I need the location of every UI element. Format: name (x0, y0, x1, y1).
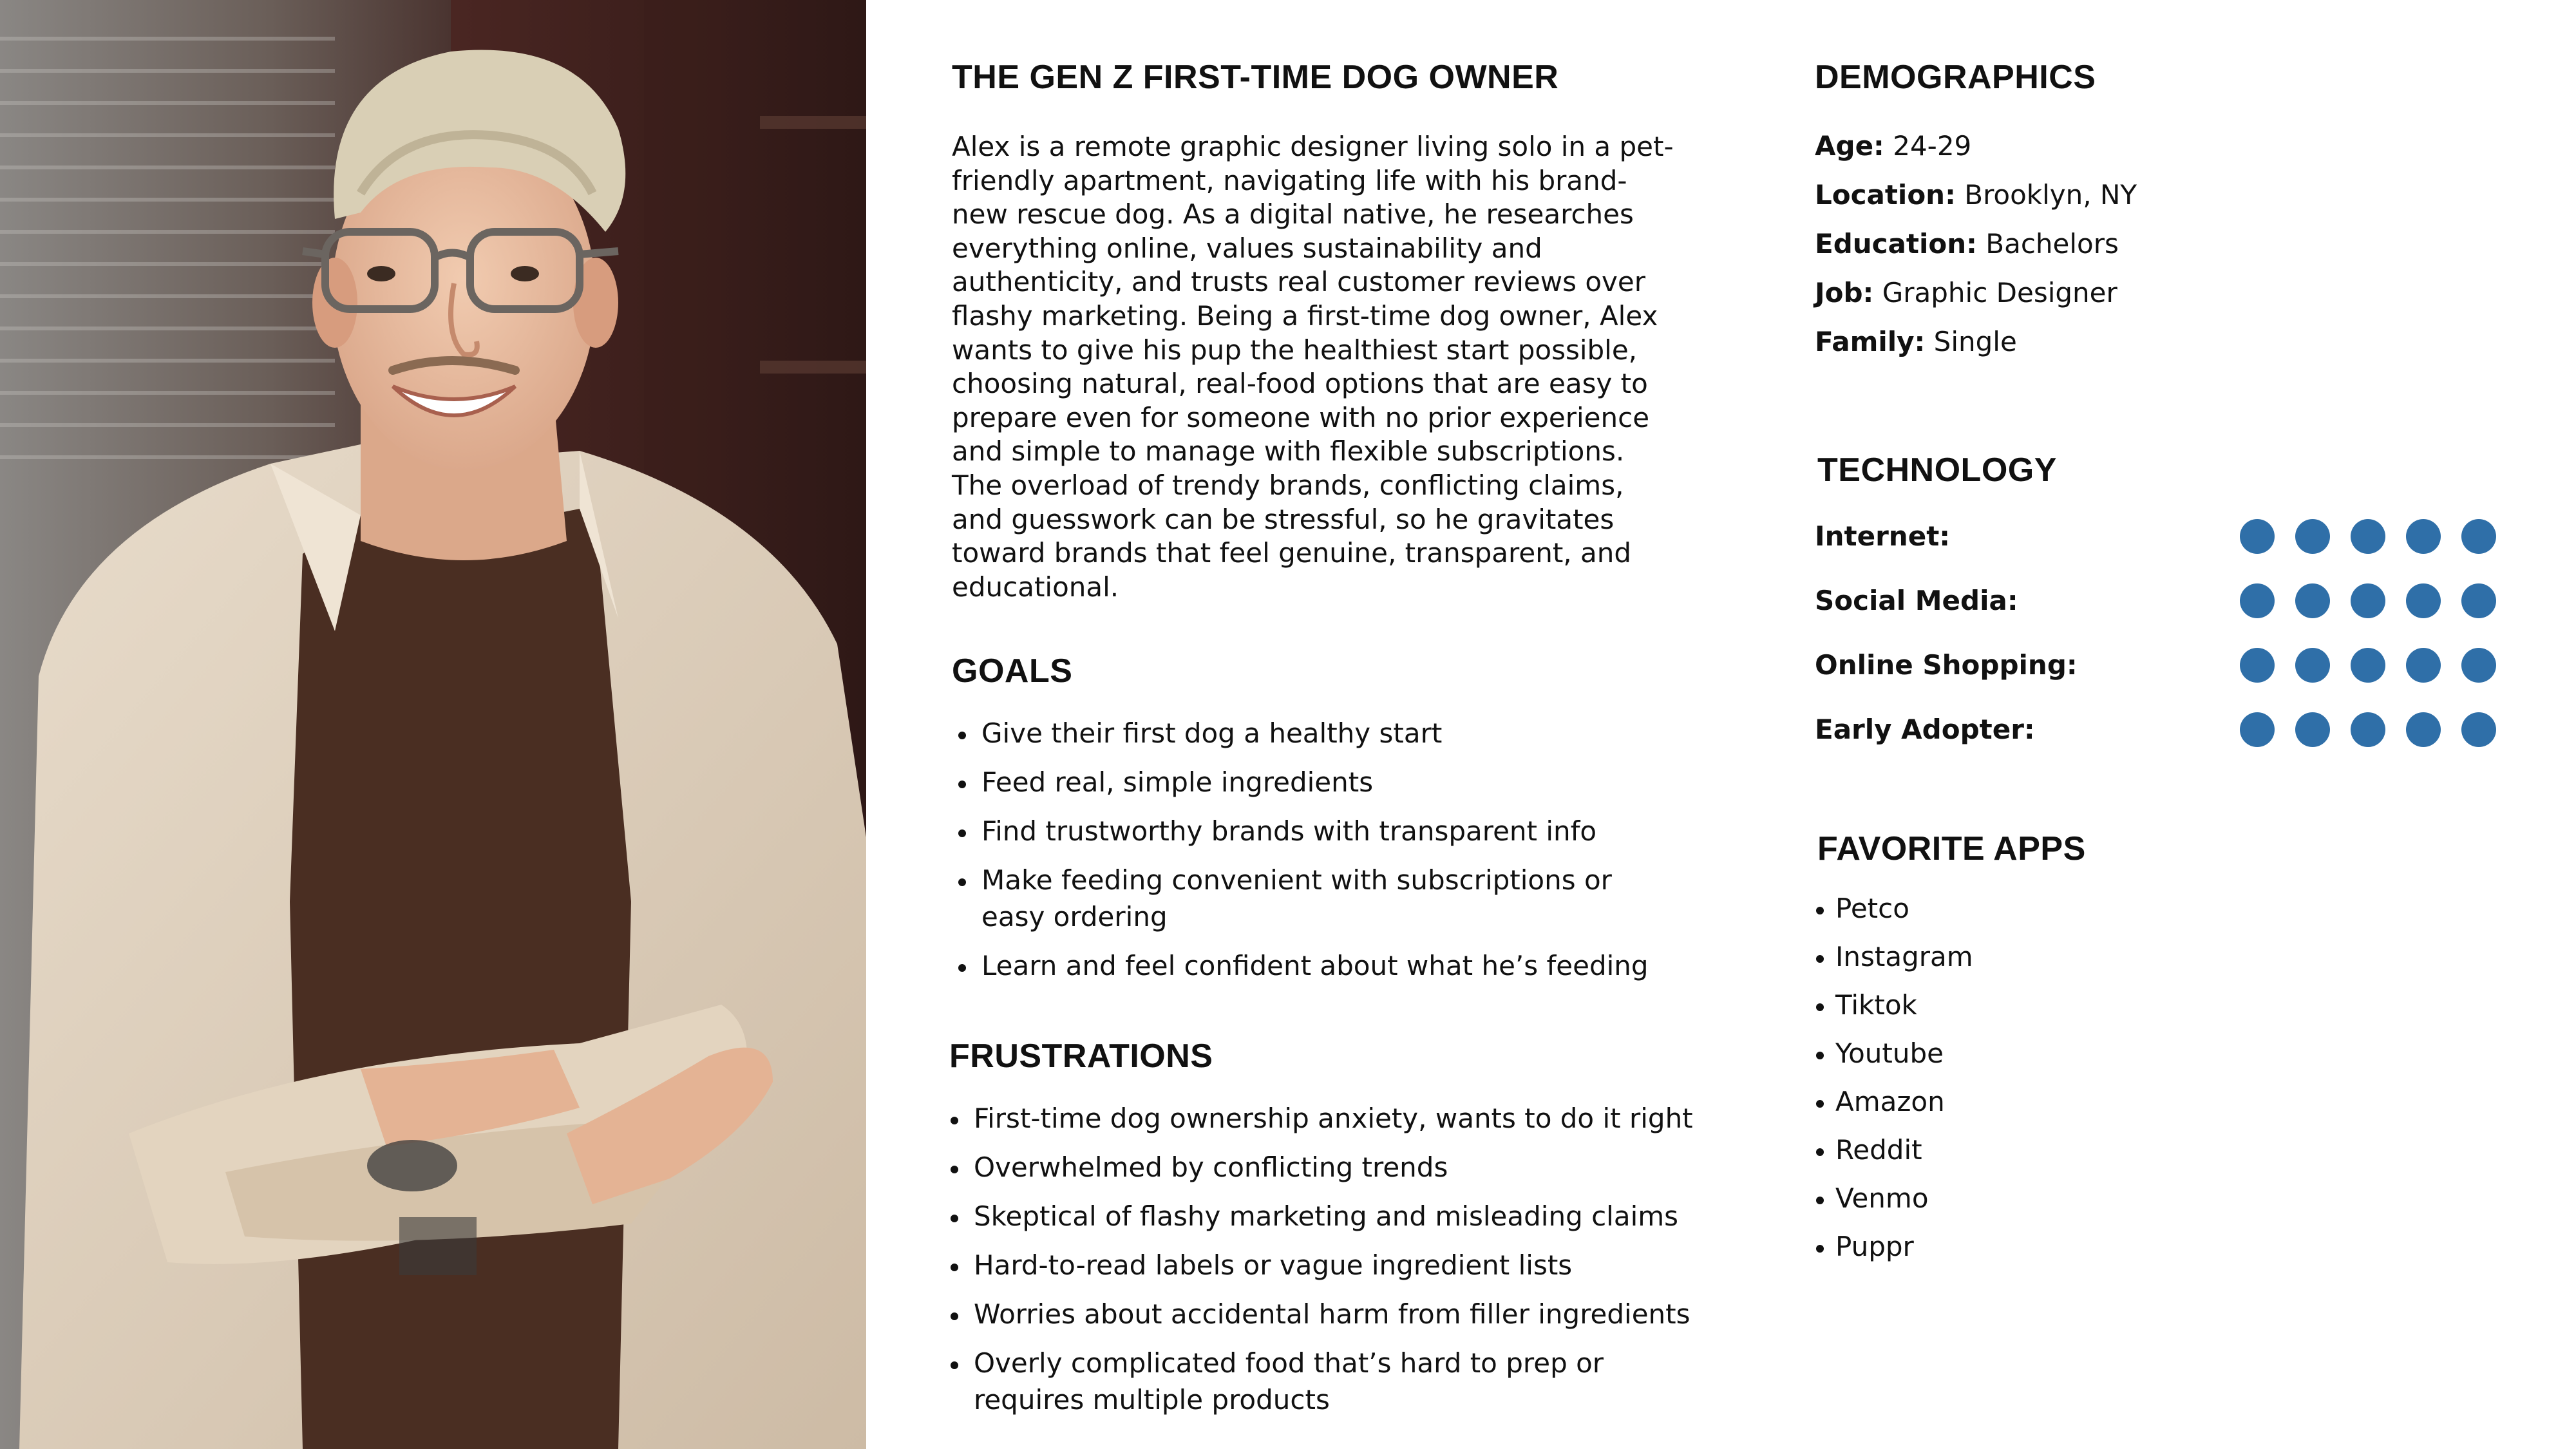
goal-item: Learn and feel confident about what he’s feeding (952, 947, 1712, 984)
app-item: Tiktok (1812, 987, 2263, 1023)
tech-label-internet: Internet: (1815, 520, 1951, 552)
favorite-apps-list (1812, 890, 2263, 1276)
frustration-item: Overly complicated food that’s hard to prep or requires multiple products (944, 1345, 1640, 1418)
rating-dot (2240, 712, 2275, 747)
technology-heading: TECHNOLOGY (1817, 451, 2057, 489)
rating-dot (2295, 583, 2330, 618)
demographic-education: Education: Bachelors (1815, 228, 2119, 260)
demographic-age: Age: 24-29 (1815, 130, 1972, 162)
rating-dot (2295, 712, 2330, 747)
tech-label-social-media: Social Media: (1815, 585, 2018, 616)
goal-item: Feed real, simple ingredients (952, 764, 1712, 800)
persona-photo (0, 0, 866, 1449)
app-item: Petco (1812, 890, 2263, 927)
rating-dot (2351, 648, 2385, 683)
frustration-item: Worries about accidental harm from filler ingredients (944, 1296, 1736, 1332)
rating-dot (2461, 519, 2496, 554)
demographic-family: Family: Single (1815, 326, 2017, 357)
tech-label-early-adopter: Early Adopter: (1815, 714, 2035, 745)
app-item: Venmo (1812, 1180, 2263, 1217)
rating-dot (2406, 583, 2441, 618)
persona-title: THE GEN Z FIRST-TIME DOG OWNER (952, 59, 1559, 96)
goal-item: Find trustworthy brands with transparent info (952, 813, 1712, 849)
app-item: Reddit (1812, 1132, 2263, 1168)
rating-dot (2295, 519, 2330, 554)
portrait-illustration (0, 0, 866, 1449)
demographics-heading: DEMOGRAPHICS (1815, 59, 2096, 96)
frustration-item: Hard-to-read labels or vague ingredient lists (944, 1247, 1736, 1283)
app-item: Amazon (1812, 1083, 2263, 1120)
rating-dot (2461, 648, 2496, 683)
goal-item: Make feeding convenient with subscriptions or easy ordering (952, 862, 1647, 935)
app-item: Puppr (1812, 1228, 2263, 1265)
persona-bio: Alex is a remote graphic designer living solo in a pet-friendly apartment, navigating life with his brand-new rescue dog. As a digital native, he researches everything online, values sustainability and authenticity, and trusts real customer reviews over flashy marketing. Being a first-time dog owner, Alex wants to give his pup the healthiest start possible, choosing natural, real-food options that are easy to prepare even for someone with no prior experience and simple to manage with flexible subscriptions. The overload of trendy brands, conflicting claims, and guesswork can be stressful, so he gravitates toward brands that feel genuine, transparent, and educational. (952, 131, 1674, 603)
app-item: Youtube (1812, 1035, 2263, 1072)
rating-dot (2406, 712, 2441, 747)
rating-dot (2461, 583, 2496, 618)
rating-dot (2240, 648, 2275, 683)
frustrations-heading: FRUSTRATIONS (949, 1037, 1213, 1075)
rating-dot (2461, 712, 2496, 747)
frustration-item: Skeptical of flashy marketing and misleading claims (944, 1198, 1736, 1235)
tech-label-online-shopping: Online Shopping: (1815, 649, 2078, 681)
app-item: Instagram (1812, 938, 2263, 975)
rating-dot (2351, 583, 2385, 618)
favorite-apps-heading: FAVORITE APPS (1817, 830, 2086, 867)
rating-dot (2240, 519, 2275, 554)
rating-dot (2351, 712, 2385, 747)
demographic-location: Location: Brooklyn, NY (1815, 179, 2137, 211)
frustrations-list (944, 1100, 1736, 1430)
rating-dot (2240, 583, 2275, 618)
frustration-item: Overwhelmed by conflicting trends (944, 1149, 1736, 1186)
goals-list (952, 715, 1712, 996)
rating-dot (2406, 648, 2441, 683)
rating-dot (2295, 648, 2330, 683)
frustration-item: First-time dog ownership anxiety, wants to do it right (944, 1100, 1736, 1137)
rating-dot (2406, 519, 2441, 554)
goals-heading: GOALS (952, 652, 1073, 690)
rating-dot (2351, 519, 2385, 554)
goal-item: Give their first dog a healthy start (952, 715, 1712, 752)
demographic-job: Job: Graphic Designer (1815, 277, 2117, 308)
